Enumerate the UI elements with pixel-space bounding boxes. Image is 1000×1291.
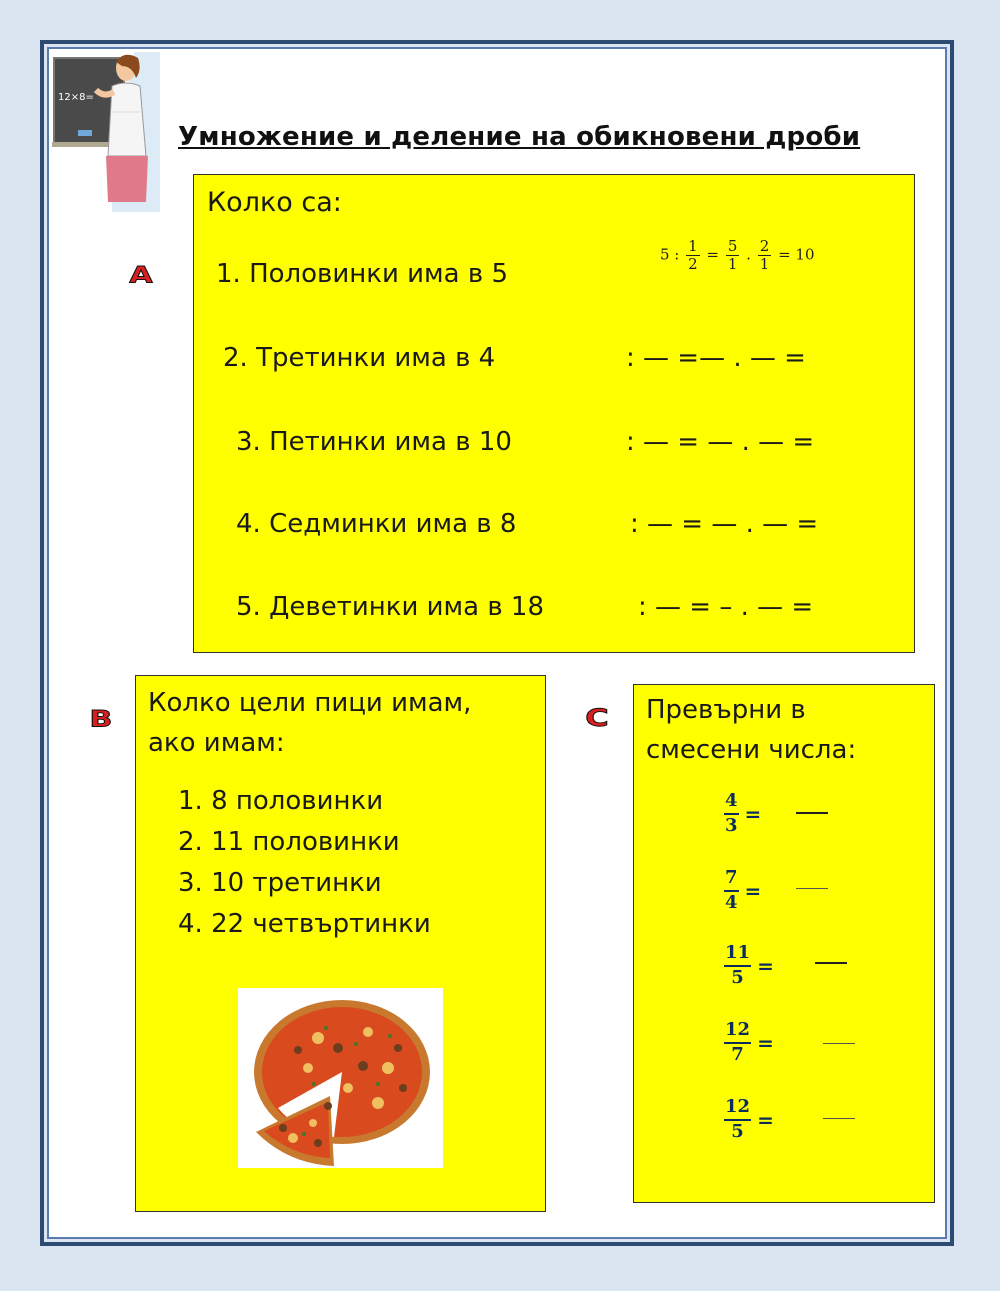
section-c-heading-line1: Превърни в [646, 695, 806, 725]
fraction-c-3: $\frac{11}{5}$ = [725, 942, 774, 988]
section-b-item-3: 3. 10 третинки [178, 868, 382, 898]
section-b-item-1: 1. 8 половинки [178, 786, 384, 816]
example-equation: 5 : $\frac{1}{2}$ = $\frac{5}{1}$ . $\frac{2}{1}$ = 10 [660, 237, 815, 273]
section-a-item-1: 1. Половинки има в 5 [216, 259, 508, 289]
answer-blank-2 [796, 888, 828, 889]
svg-text:C: C [585, 704, 609, 730]
fraction-c-4: $\frac{12}{7}$ = [725, 1019, 774, 1065]
section-b-item-4: 4. 22 четвъртинки [178, 909, 431, 939]
svg-text:B: B [89, 706, 113, 730]
section-a-letter [116, 262, 166, 286]
section-a-item-5: 5. Деветинки има в 18 [236, 592, 544, 622]
section-b-letter [76, 706, 126, 730]
pizza-image [238, 988, 443, 1168]
section-c-letter [572, 704, 622, 730]
fraction-c-1: $\frac{4}{3}$ = [725, 790, 762, 836]
answer-blank-1 [796, 812, 828, 814]
section-a-expr-5: : — = – . — = [638, 592, 814, 622]
fraction-c-2: $\frac{7}{4}$ = [725, 867, 762, 913]
answer-blank-3 [815, 962, 847, 964]
answer-blank-5 [823, 1118, 855, 1119]
section-b-item-2: 2. 11 половинки [178, 827, 400, 857]
section-a-item-3: 3. Петинки има в 10 [236, 427, 512, 457]
section-a-expr-3: : — = — . — = [626, 427, 815, 457]
section-b-heading-line1: Колко цели пици имам, [148, 688, 472, 718]
page-title: Умножение и деление на обикновени дроби [178, 122, 861, 152]
section-a-item-2: 2. Третинки има в 4 [223, 343, 496, 373]
section-c-heading-line2: смесени числа: [646, 735, 857, 765]
section-a-item-4: 4. Седминки има в 8 [236, 509, 517, 539]
section-a-expr-4: : — = — . — = [630, 509, 819, 539]
section-b-heading-line2: ако имам: [148, 728, 285, 758]
board-text: 12×8= [58, 92, 94, 103]
section-c-box [633, 684, 935, 1203]
section-a-expr-2: : — =— . — = [626, 343, 806, 373]
answer-blank-4 [823, 1043, 855, 1044]
section-a-heading: Колко са: [207, 187, 342, 218]
fraction-c-5: $\frac{12}{5}$ = [725, 1096, 774, 1142]
section-a-box [193, 174, 915, 653]
teacher-at-board-illustration [52, 52, 160, 212]
svg-text:A: A [129, 262, 153, 286]
